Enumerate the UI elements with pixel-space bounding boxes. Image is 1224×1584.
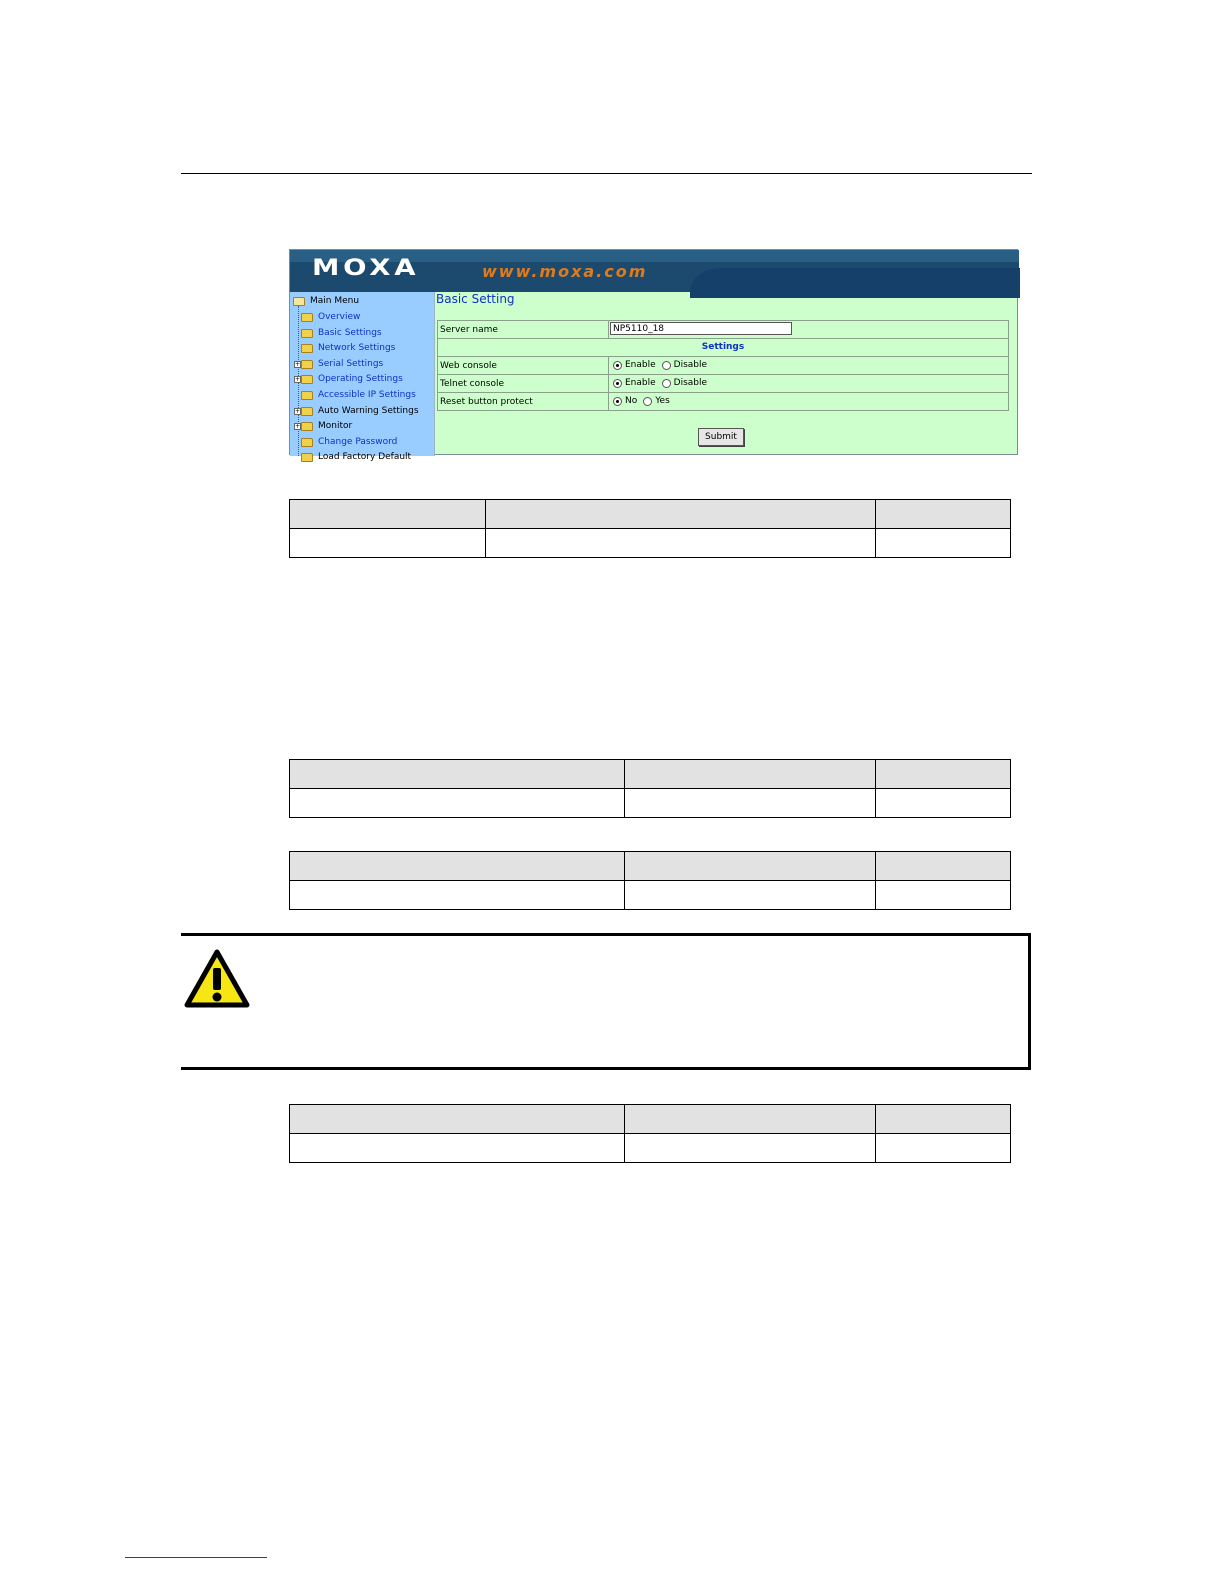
table-header-cell <box>486 500 876 529</box>
table-header-cell <box>290 1105 625 1134</box>
table-header-cell <box>290 852 625 881</box>
folder-icon <box>293 297 305 306</box>
main-menu-sidebar <box>290 292 435 462</box>
folder-icon <box>301 375 313 384</box>
server-name-row <box>438 321 1008 339</box>
moxa-logo: MOXA <box>312 256 420 281</box>
expand-icon[interactable]: + <box>295 376 301 383</box>
submit-button[interactable]: Submit <box>698 428 744 446</box>
moxa-banner <box>290 250 1019 292</box>
web-console-row <box>438 357 1008 375</box>
table-header-cell <box>876 852 1011 881</box>
table-header-cell <box>876 500 1011 529</box>
basic-setting-form <box>437 320 1009 411</box>
main-menu-root[interactable]: Main Menu <box>293 296 359 306</box>
basic-setting-panel <box>435 292 1019 456</box>
reset-button-protect-label: Reset button protect <box>440 397 533 407</box>
page-title: Basic Setting <box>436 292 515 306</box>
table-header-cell <box>625 760 876 789</box>
expand-icon[interactable]: + <box>295 408 301 415</box>
attention-box <box>181 933 1031 1070</box>
settings-table-4 <box>289 1104 1011 1163</box>
folder-icon <box>301 344 313 353</box>
table-header-cell <box>290 500 486 529</box>
warning-icon <box>183 948 251 1010</box>
folder-icon <box>301 453 313 462</box>
table-cell <box>290 1134 625 1163</box>
reset-protect-yes-radio[interactable] <box>643 397 652 406</box>
telnet-console-disable-radio[interactable] <box>662 379 671 388</box>
telnet-console-disable-label: Disable <box>673 378 708 388</box>
menu-item-basic-settings[interactable]: Basic Settings <box>301 328 382 338</box>
settings-table-1 <box>289 499 1011 558</box>
table-cell <box>625 881 876 910</box>
web-console-disable-label: Disable <box>673 360 708 370</box>
menu-item-operating-settings[interactable]: + Operating Settings <box>295 374 403 384</box>
folder-icon <box>301 391 313 400</box>
table-header-cell <box>290 760 625 789</box>
menu-item-accessible-ip-settings[interactable]: Accessible IP Settings <box>301 390 416 400</box>
table-cell <box>625 1134 876 1163</box>
reset-protect-no-radio[interactable] <box>613 397 622 406</box>
footer-link-underline[interactable] <box>125 1557 267 1558</box>
expand-icon[interactable]: + <box>295 361 301 368</box>
settings-table-3 <box>289 851 1011 910</box>
moxa-url: www.moxa.com <box>482 262 648 281</box>
settings-section-header: Settings <box>438 339 1008 357</box>
table-cell <box>876 529 1011 558</box>
header-rule <box>181 173 1032 174</box>
table-cell <box>290 881 625 910</box>
table-header-cell <box>876 760 1011 789</box>
menu-item-network-settings[interactable]: Network Settings <box>301 343 395 353</box>
reset-protect-yes-label: Yes <box>655 396 670 406</box>
table-cell <box>625 789 876 818</box>
table-cell <box>290 789 625 818</box>
table-header-cell <box>625 1105 876 1134</box>
web-console-enable-label: Enable <box>625 360 656 370</box>
folder-icon <box>301 438 313 447</box>
web-console-disable-radio[interactable] <box>662 361 671 370</box>
folder-icon <box>301 313 313 322</box>
folder-icon <box>301 360 313 369</box>
folder-icon <box>301 329 313 338</box>
web-console-enable-radio[interactable] <box>613 361 622 370</box>
table-cell <box>876 1134 1011 1163</box>
reset-button-protect-row <box>438 393 1008 410</box>
table-cell <box>876 789 1011 818</box>
menu-item-change-password[interactable]: Change Password <box>301 437 397 447</box>
menu-item-auto-warning-settings[interactable]: + Auto Warning Settings <box>295 406 419 416</box>
telnet-console-enable-label: Enable <box>625 378 656 388</box>
menu-item-load-factory-default[interactable]: Load Factory Default <box>301 452 411 462</box>
table-header-cell <box>876 1105 1011 1134</box>
table-header-cell <box>625 852 876 881</box>
table-cell <box>876 881 1011 910</box>
telnet-console-row <box>438 375 1008 393</box>
folder-icon <box>301 407 313 416</box>
menu-item-monitor[interactable]: + Monitor <box>295 421 353 431</box>
server-name-label: Server name <box>440 325 498 335</box>
expand-icon[interactable]: + <box>295 423 301 430</box>
folder-icon <box>301 422 313 431</box>
menu-item-overview[interactable]: Overview <box>301 312 360 322</box>
web-console-label: Web console <box>440 361 497 371</box>
reset-protect-no-label: No <box>625 396 638 406</box>
menu-item-serial-settings[interactable]: + Serial Settings <box>295 359 384 369</box>
settings-table-2 <box>289 759 1011 818</box>
telnet-console-label: Telnet console <box>440 379 505 389</box>
table-cell <box>486 529 876 558</box>
table-cell <box>290 529 486 558</box>
web-console-screenshot <box>289 249 1018 462</box>
telnet-console-enable-radio[interactable] <box>613 379 622 388</box>
server-name-input[interactable]: NP5110_18 <box>610 322 792 335</box>
